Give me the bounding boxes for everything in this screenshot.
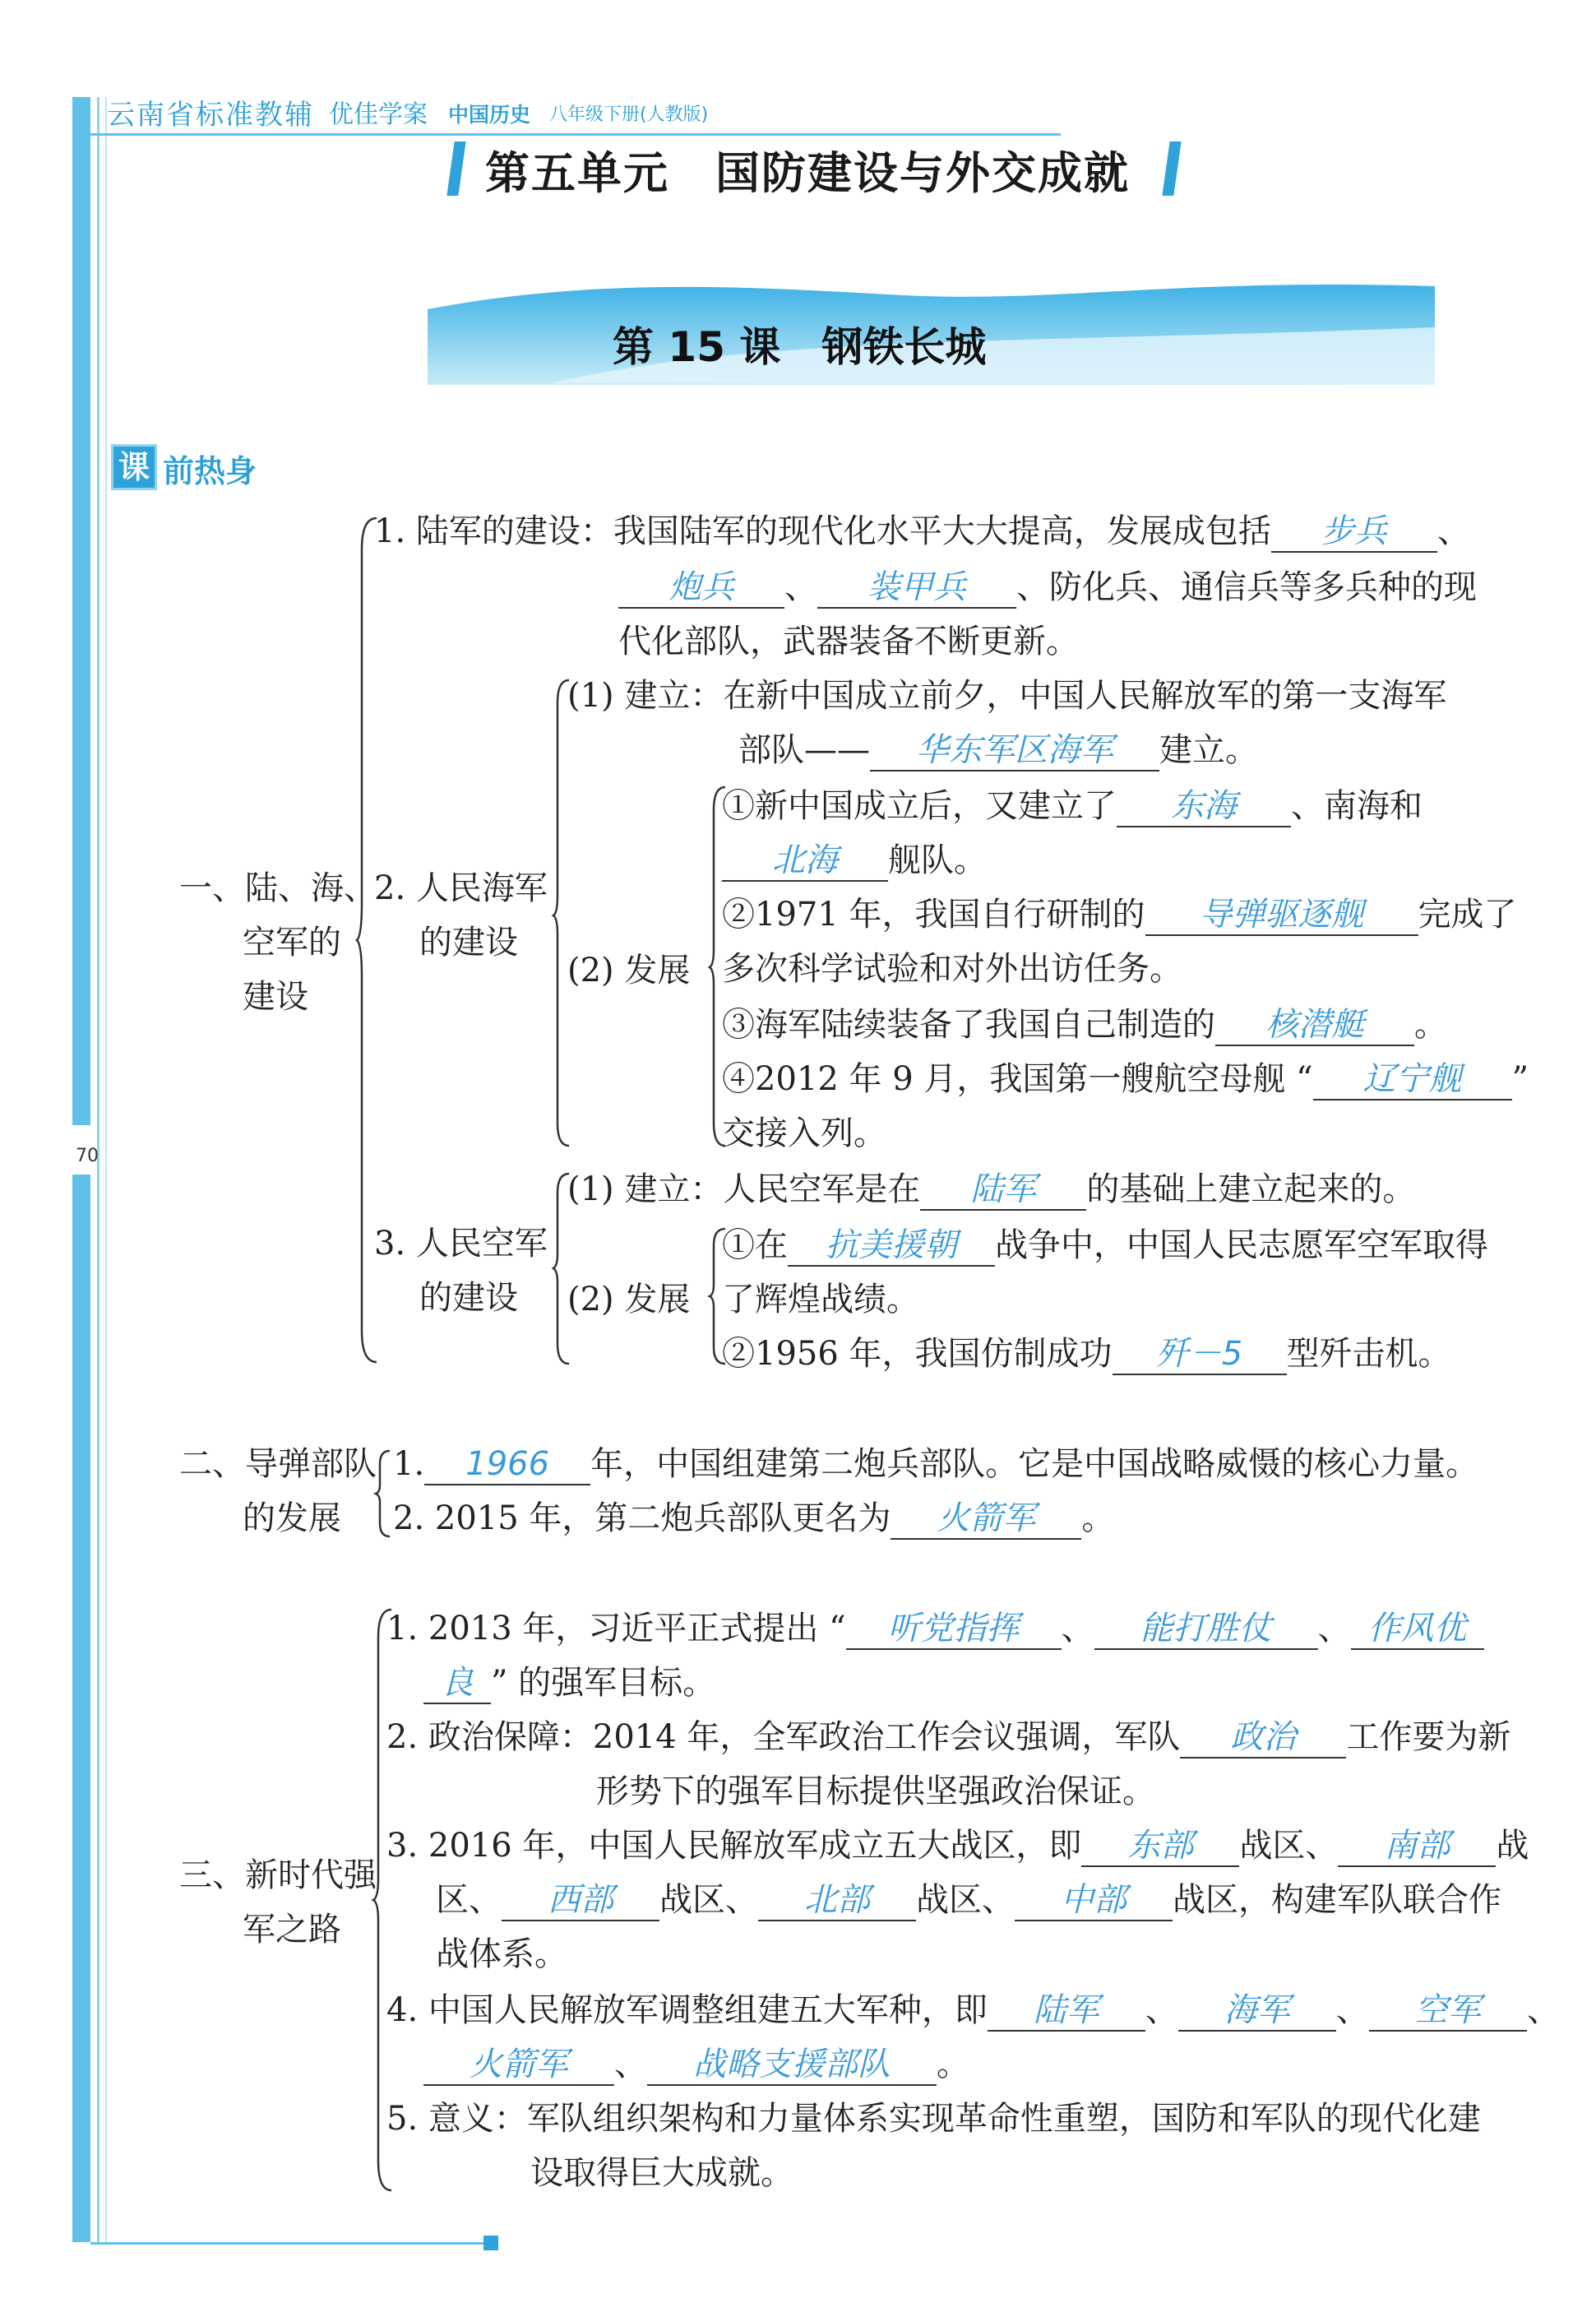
s1-navy-dev-1b: 北海 舰队。 xyxy=(722,841,987,882)
answer-blank[interactable]: 火箭军 xyxy=(423,2045,614,2086)
s3-item5b: 设取得巨大成就。 xyxy=(530,2154,793,2192)
answer-blank[interactable]: 听党指挥 xyxy=(846,1609,1062,1650)
s3-label-2: 军之路 xyxy=(243,1911,341,1949)
s1-navy-dev-4b: 交接入列。 xyxy=(722,1114,886,1152)
answer-blank[interactable]: 导弹驱逐舰 xyxy=(1145,895,1418,936)
s1-label-3: 建设 xyxy=(243,978,308,1016)
s2-label-2: 的发展 xyxy=(243,1499,341,1537)
section-icon: 课 xyxy=(111,444,157,490)
s1-navy-dev-1: ①新中国成立后，又建立了 东海 、南海和 xyxy=(722,786,1423,827)
answer-blank[interactable]: 良 xyxy=(423,1663,491,1704)
s1-air-dev-1: ①在 抗美援朝 战争中，中国人民志愿军空军取得 xyxy=(722,1226,1488,1267)
s3-item4: 4. 中国人民解放军调整组建五大军种，即 陆军 、 海军 、 空军 、 xyxy=(386,1990,1560,2032)
unit-title-bracket-left xyxy=(446,141,465,196)
answer-blank[interactable]: 政治 xyxy=(1180,1717,1346,1759)
answer-blank[interactable]: 歼－5 xyxy=(1113,1334,1287,1375)
s1-air-dev-label: (2) 发展 xyxy=(567,1281,691,1318)
page-number: 70 xyxy=(76,1146,99,1166)
header-book: 优佳学案 xyxy=(329,100,428,129)
s3-item5: 5. 意义：军队组织架构和力量体系实现革命性重塑，国防和军队的现代化建 xyxy=(386,2100,1481,2138)
s1-navy-dev-2: ②1971 年，我国自行研制的 导弹驱逐舰 完成了 xyxy=(722,895,1517,936)
s3-item1: 1. 2013 年，习近平正式提出 “ 听党指挥 、 能打胜仗 、 作风优 xyxy=(386,1609,1484,1650)
answer-blank[interactable]: 炮兵 xyxy=(618,568,784,609)
answer-blank[interactable]: 东海 xyxy=(1117,786,1291,827)
lesson-title: 第 15 课 钢铁长城 xyxy=(613,323,987,371)
s1-navy-label-1: 2. 人民海军 xyxy=(374,869,548,907)
unit-title-bracket-right xyxy=(1162,141,1181,196)
header-underline xyxy=(90,133,1061,136)
answer-blank[interactable]: 北海 xyxy=(722,841,888,882)
s1-army-line2: 炮兵 、 装甲兵 、防化兵、通信兵等多兵种的现 xyxy=(618,568,1477,609)
footer-line xyxy=(90,2242,485,2245)
s1-navy-brace xyxy=(553,679,571,1147)
answer-blank[interactable]: 华东军区海军 xyxy=(870,730,1159,772)
answer-blank[interactable]: 中部 xyxy=(1015,1880,1173,1921)
left-border-line-inner xyxy=(105,97,107,2242)
header-subject: 中国历史 xyxy=(448,103,531,127)
s3-item2b: 形势下的强军目标提供坚强政治保证。 xyxy=(596,1772,1155,1810)
s3-label-1: 三、新时代强 xyxy=(179,1856,377,1894)
s1-air-label-2: 的建设 xyxy=(419,1279,518,1317)
s1-navy-dev-3: ③海军陆续装备了我国自己制造的 核潜艇 。 xyxy=(722,1005,1447,1046)
s2-line1: 1. 1966 年，中国组建第二炮兵部队。它是中国战略威慑的核心力量。 xyxy=(393,1444,1478,1485)
answer-blank[interactable]: 战略支援部队 xyxy=(647,2045,937,2086)
left-decor-bar-top xyxy=(72,97,90,1125)
answer-blank[interactable]: 能打胜仗 xyxy=(1094,1609,1318,1650)
s1-army-line3: 代化部队，武器装备不断更新。 xyxy=(618,623,1079,660)
s1-navy-est-line2: 部队—— 华东军区海军 建立。 xyxy=(738,730,1258,772)
s1-navy-dev-2b: 多次科学试验和对外出访任务。 xyxy=(722,950,1182,988)
s2-line2: 2. 2015 年，第二炮兵部队更名为 火箭军 。 xyxy=(393,1499,1114,1540)
answer-blank[interactable]: 步兵 xyxy=(1271,512,1437,553)
s1-air-label-1: 3. 人民空军 xyxy=(374,1225,548,1263)
answer-blank[interactable]: 1966 xyxy=(424,1444,590,1485)
answer-blank[interactable]: 空军 xyxy=(1369,1990,1527,2032)
s3-item1b: 良 ” 的强军目标。 xyxy=(423,1663,715,1704)
s3-item3c: 战体系。 xyxy=(436,1935,567,1973)
s2-brace xyxy=(375,1449,391,1538)
s1-navy-est: (1) 建立：在新中国成立前夕，中国人民解放军的第一支海军 xyxy=(567,677,1447,715)
answer-blank[interactable]: 火箭军 xyxy=(891,1499,1081,1540)
header-series: 云南省标准教辅 xyxy=(107,99,314,132)
answer-blank[interactable]: 北部 xyxy=(758,1880,916,1921)
s1-air-dev-1b: 了辉煌战绩。 xyxy=(722,1281,919,1318)
answer-blank[interactable]: 陆军 xyxy=(988,1990,1145,2032)
s2-label-1: 二、导弹部队 xyxy=(179,1445,377,1483)
s1-air-est: (1) 建立：人民空军是在 陆军 的基础上建立起来的。 xyxy=(567,1170,1415,1211)
s1-air-dev-2: ②1956 年，我国仿制成功 歼－5 型歼击机。 xyxy=(722,1334,1451,1375)
s1-army-line1: 1. 陆军的建设：我国陆军的现代化水平大大提高，发展成包括 步兵 、 xyxy=(374,512,1470,553)
answer-blank[interactable]: 装甲兵 xyxy=(817,568,1016,609)
answer-blank[interactable]: 陆军 xyxy=(920,1170,1086,1211)
s3-item3: 3. 2016 年，中国人民解放军成立五大战区，即 东部 战区、 南部 战 xyxy=(386,1826,1529,1867)
s3-item4b: 火箭军 、 战略支援部队 。 xyxy=(423,2045,969,2086)
answer-blank[interactable]: 核潜艇 xyxy=(1215,1005,1414,1046)
s3-item2: 2. 政治保障：2014 年，全军政治工作会议强调，军队 政治 工作要为新 xyxy=(386,1717,1510,1759)
left-border-line xyxy=(97,97,99,2242)
answer-blank[interactable]: 抗美援朝 xyxy=(788,1226,995,1267)
answer-blank[interactable]: 西部 xyxy=(502,1880,659,1921)
answer-blank[interactable]: 海军 xyxy=(1178,1990,1336,2032)
s1-label-2: 空军的 xyxy=(243,924,341,962)
answer-blank[interactable]: 作风优 xyxy=(1351,1609,1484,1650)
footer-square xyxy=(483,2236,498,2250)
s1-navy-dev-label: (2) 发展 xyxy=(567,952,691,989)
answer-blank[interactable]: 南部 xyxy=(1338,1826,1496,1867)
answer-blank[interactable]: 辽宁舰 xyxy=(1313,1059,1512,1101)
section-label: 前热身 xyxy=(163,453,257,489)
s3-item3b: 区、 西部 战区、 北部 战区、 中部 战区，构建军队联合作 xyxy=(436,1880,1501,1921)
s1-navy-label-2: 的建设 xyxy=(419,924,518,962)
header-grade: 八年级下册(人教版) xyxy=(549,104,709,125)
unit-title: 第五单元 国防建设与外交成就 xyxy=(485,147,1130,199)
s1-navy-dev-4: ④2012 年 9 月，我国第一艘航空母舰 “ 辽宁舰 ” xyxy=(722,1059,1529,1101)
answer-blank[interactable]: 东部 xyxy=(1081,1826,1239,1867)
s1-label-1: 一、陆、海、 xyxy=(179,869,377,907)
left-decor-bar-bottom xyxy=(72,1175,90,2242)
